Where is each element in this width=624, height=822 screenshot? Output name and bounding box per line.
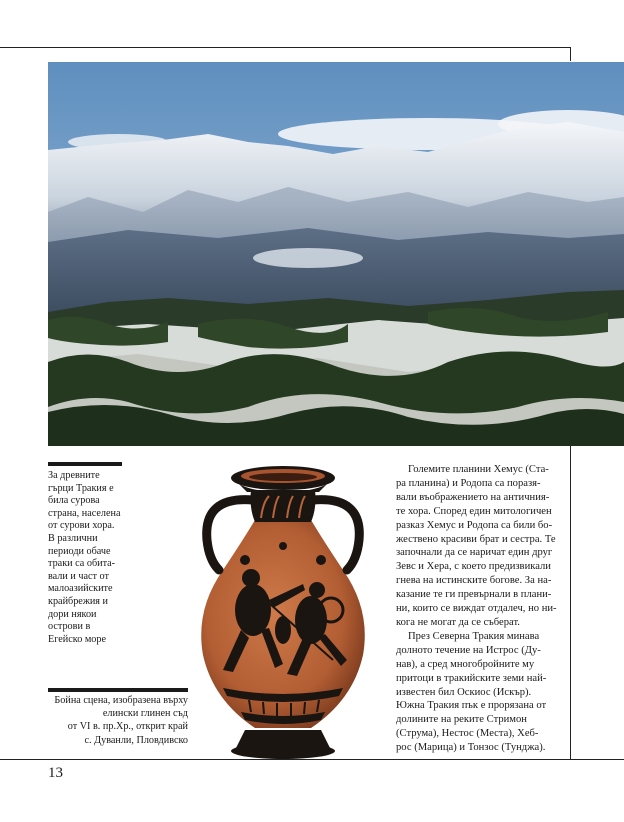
caption-rule [48, 688, 188, 692]
frame-line-right-lower [570, 445, 571, 760]
mountain-landscape-image [48, 62, 624, 446]
main-text-paragraph-2: През Северна Тракия минава долното течение на Истрос (Ду- нав), а сред многобройните му притоци в тракийските земи най- известен бил Оскиос (Искър). Южна Тракия пък е прорязана от долините на реките Стримон (Струма), Нестос (Места), Хеб- рос (Марица) и Тонзос (Тунджа). [396, 630, 547, 754]
frame-line-right [570, 47, 571, 61]
main-text-column [396, 463, 570, 755]
mountain-landscape-photo [48, 62, 624, 446]
sidenote-text: За древните гърци Тракия е била сурова страна, населена от сурови хора. В различни периоди обаче траки са обита- вали и част от малоазийските крайбрежия и дори някои острови в Егейско море [48, 470, 121, 645]
sidenote-rule [48, 462, 122, 466]
page-number: 13 [48, 765, 63, 781]
amphora-image [183, 460, 383, 760]
greek-amphora-photo [183, 460, 383, 760]
vase-caption: Бойна сцена, изобразена върху елински глинен съд от VI в. пр.Хр., открит край с. Дуванли, Пловдивско [54, 695, 188, 746]
main-text-paragraph-1: Големите планини Хемус (Ста- ра планина) и Родопа са поразя- вали въображението на античния- те хора. Според един митологичен разказ Хемус и Родопа са били бо- жествено красиви брат и сестра. Те започнали да се наричат един друг Зевс и Хера, с което предизвикали гнева на истинските богове. За на- казание те ги превърнали в плани- ни, които се виждат отдалеч, но ни- кога не могат да се съберат. [396, 464, 557, 628]
frame-line-top [0, 47, 571, 48]
